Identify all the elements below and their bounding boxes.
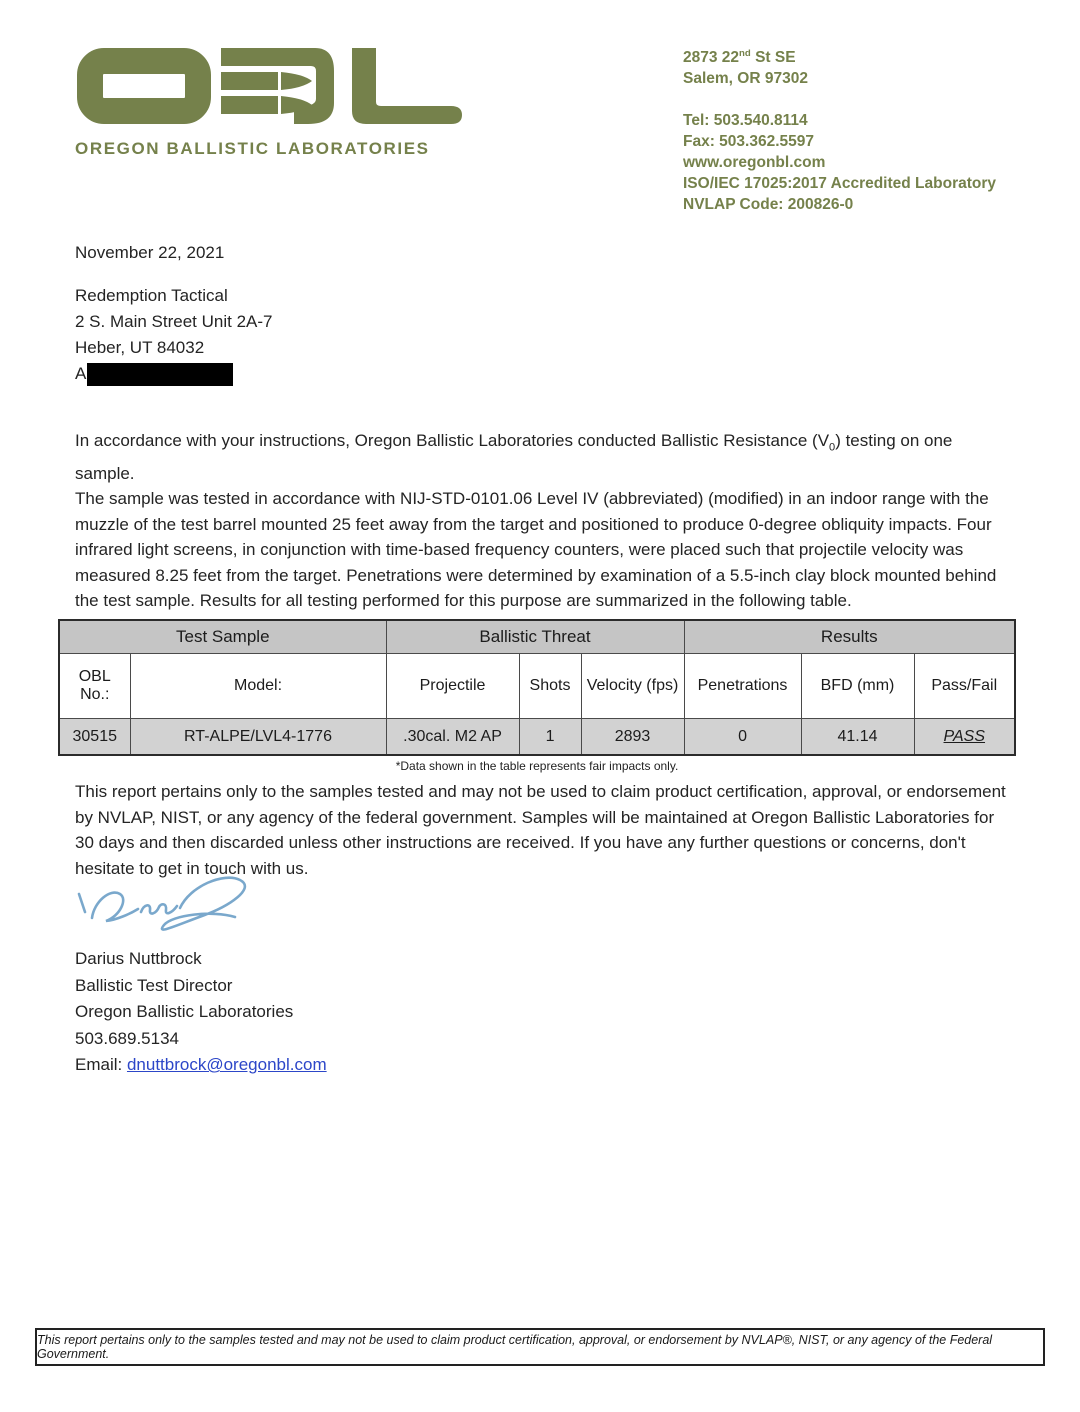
handwritten-signature bbox=[72, 872, 272, 946]
column-header-penetrations: Penetrations bbox=[684, 654, 801, 719]
signer-phone: 503.689.5134 bbox=[75, 1028, 179, 1048]
letterhead-fax: Fax: 503.362.5597 bbox=[683, 133, 814, 151]
column-header-bfd: BFD (mm) bbox=[801, 654, 914, 719]
recipient-address bbox=[75, 283, 272, 387]
signer-email-line bbox=[75, 1052, 327, 1079]
email-link[interactable]: dnuttbrock@oregonbl.com bbox=[126, 1055, 327, 1074]
letterhead-accreditation: ISO/IEC 17025:2017 Accredited Laboratory bbox=[683, 175, 997, 193]
cell-obl-no: 30515 bbox=[59, 719, 130, 756]
paragraph-disclaimer: This report pertains only to the samples tested and may not be used to claim product certification, approval, or endorsement by NVLAP, NIST, or any agency of the federal government. Samples will be maintained at Oregon Ballistic Laboratories for 30 days and then discarded unless other instructions are received. If you have any further questions or concerns, don't hesitate to get in touch with us. bbox=[75, 782, 1006, 878]
results-table-section bbox=[58, 619, 1016, 773]
cell-pass-fail: PASS bbox=[914, 719, 1015, 756]
obl-logo bbox=[75, 45, 465, 159]
signer-title: Ballistic Test Director bbox=[75, 975, 233, 995]
column-header-projectile: Projectile bbox=[386, 654, 519, 719]
group-header-test-sample: Test Sample bbox=[59, 620, 386, 654]
column-header-model: Model: bbox=[130, 654, 386, 719]
group-header-results: Results bbox=[684, 620, 1015, 654]
cell-penetrations: 0 bbox=[684, 719, 801, 756]
signature-block bbox=[75, 946, 327, 1079]
email-label: Email: bbox=[75, 1055, 127, 1074]
obl-logo-icon bbox=[75, 45, 465, 127]
footer-disclaimer-box bbox=[35, 1328, 1045, 1366]
letterhead-street: 2873 22nd St SE bbox=[683, 48, 796, 67]
column-header-obl-no: OBL No.: bbox=[59, 654, 130, 719]
logo-caption: OREGON BALLISTIC LABORATORIES bbox=[75, 139, 430, 158]
recipient-redacted-line: A bbox=[75, 361, 272, 387]
table-footnote: *Data shown in the table represents fair impacts only. bbox=[395, 759, 679, 773]
recipient-city: Heber, UT 84032 bbox=[75, 338, 205, 357]
paragraph-test-method: The sample was tested in accordance with NIJ-STD-0101.06 Level IV (abbreviated) (modified) in an indoor range with the muzzle of the test barrel mounted 25 feet away from the target and positioned to produce 0-degree obliquity impacts. Four infrared light screens, in conjunction with time-based frequency counters, were placed such that projectile velocity was measured 8.25 feet from the target. Penetrations were determined by examination of a 5.5-inch clay block mounted behind the test sample. Results for all testing performed for this purpose are summarized in the following table. bbox=[75, 489, 997, 611]
results-table bbox=[58, 619, 1016, 756]
paragraph-testing-summary: In accordance with your instructions, Oregon Ballistic Laboratories conducted Ballistic Resistance $(V_0)$ testing on one sample. bbox=[75, 431, 953, 483]
table-column-header-row bbox=[59, 654, 1015, 719]
letterhead-tel: Tel: 503.540.8114 bbox=[683, 112, 808, 130]
recipient-name: Redemption Tactical bbox=[75, 286, 228, 305]
column-header-pass-fail: Pass/Fail bbox=[914, 654, 1015, 719]
letterhead-nvlap-code: NVLAP Code: 200826-0 bbox=[683, 196, 854, 214]
group-header-ballistic-threat: Ballistic Threat bbox=[386, 620, 684, 654]
table-group-header-row bbox=[59, 620, 1015, 654]
table-row bbox=[59, 719, 1015, 756]
cell-bfd: 41.14 bbox=[801, 719, 914, 756]
signer-company: Oregon Ballistic Laboratories bbox=[75, 1002, 294, 1021]
signer-name: Darius Nuttbrock bbox=[75, 949, 202, 968]
letterhead-website: www.oregonbl.com bbox=[683, 154, 826, 172]
cell-velocity: 2893 bbox=[581, 719, 684, 756]
intro-paragraphs bbox=[75, 428, 1007, 614]
column-header-shots: Shots bbox=[519, 654, 581, 719]
letter-date: November 22, 2021 bbox=[75, 243, 225, 262]
redaction-bar bbox=[87, 363, 233, 386]
recipient-street: 2 S. Main Street Unit 2A-7 bbox=[75, 312, 273, 331]
footer-disclaimer-text: This report pertains only to the samples tested and may not be used to claim product certification, approval, or endorsement by NVLAP®, NIST, or any agency of the Federal Government. bbox=[37, 1333, 993, 1361]
cell-projectile: .30cal. M2 AP bbox=[386, 719, 519, 756]
letterhead-city: Salem, OR 97302 bbox=[683, 70, 808, 88]
cell-model: RT-ALPE/LVL4-1776 bbox=[130, 719, 386, 756]
cell-shots: 1 bbox=[519, 719, 581, 756]
column-header-velocity: Velocity (fps) bbox=[581, 654, 684, 719]
letterhead-contact bbox=[683, 43, 996, 215]
